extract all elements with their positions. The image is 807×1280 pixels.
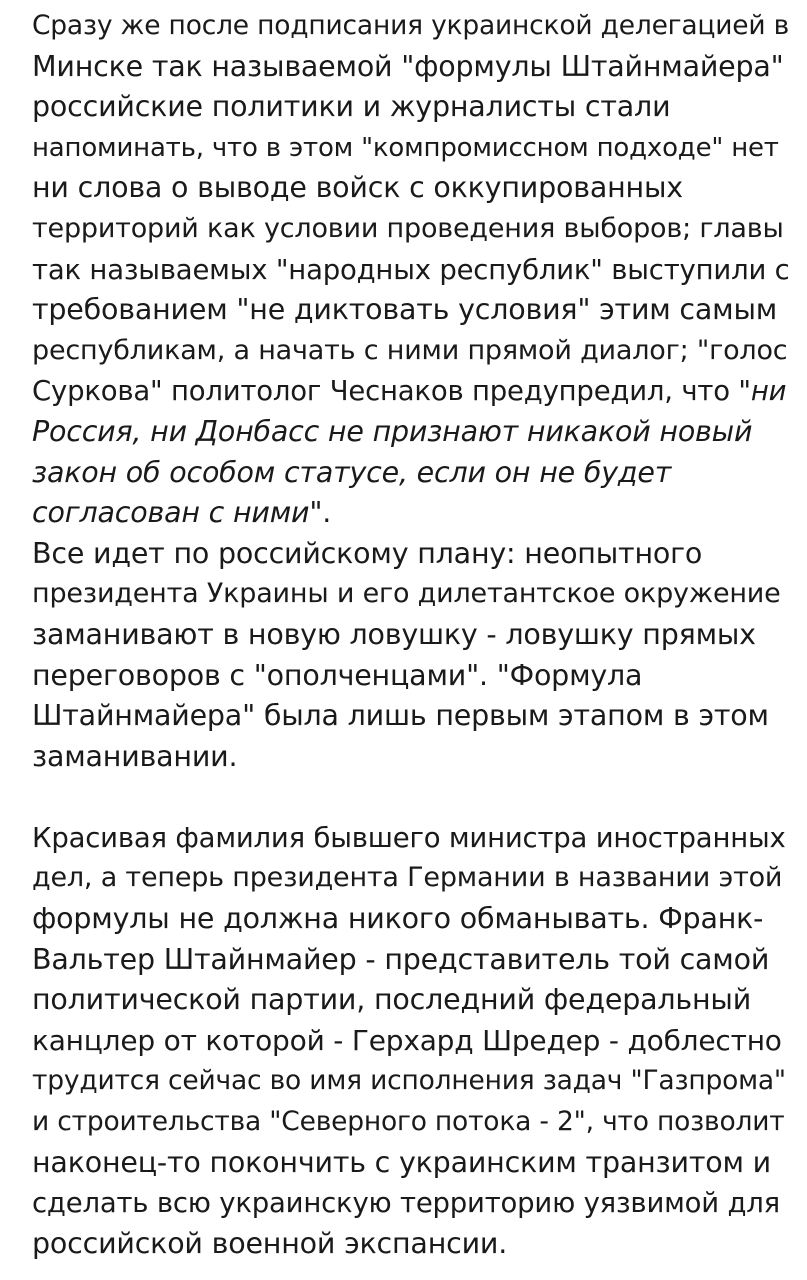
text-line: и строительства "Северного потока - 2", что позволит (32, 1106, 785, 1138)
text-line: политической партии, последний федеральный (32, 983, 752, 1017)
paragraph-1 (32, 0, 792, 534)
quote-line: Россия, ни Донбасс не признают никакой новый (32, 414, 753, 448)
text-line: президента Украины и его дилетантское окружение (32, 578, 781, 610)
text-line: ни слова о выводе войск с оккупированных (32, 171, 683, 205)
article-body (32, 0, 792, 1264)
text-line: требованием "не диктовать условия" этим самым (32, 293, 778, 327)
text-line: Штайнмайера" была лишь первым этапом в этом (32, 699, 769, 733)
text-line: территорий как условии проведения выборов; главы (32, 212, 784, 244)
text-line: сделать всю украинскую территорию уязвимой для (32, 1187, 781, 1220)
quote-line: закон об особом статусе, если он не будет (32, 455, 672, 489)
text-line: республикам, а начать с ними прямой диалог; "голос (32, 334, 788, 366)
text-line: наконец-то покончить с украинским транзитом и (32, 1145, 771, 1179)
text-line: российские политики и журналисты стали (32, 90, 671, 124)
quote-segment: согласован с ними" (32, 496, 323, 530)
quote-segment: "ни (738, 375, 787, 408)
text-line: формулы не должна никого обманывать. Франк- (32, 902, 764, 936)
text-line: заманивают в новую ловушку - ловушку прямых (32, 617, 756, 651)
text-line: дел, а теперь президента Германии в названии этой (32, 862, 783, 894)
text-segment: Суркова" политолог Чеснаков предупредил, что (32, 375, 739, 408)
paragraph-3 (32, 818, 792, 1265)
text-line: Минске так называемой "формулы Штайнмайера" (32, 49, 784, 83)
paragraph-2 (32, 534, 792, 778)
text-line: Красивая фамилия бывшего министра иностранных (32, 821, 786, 854)
paragraph-spacer (32, 777, 792, 818)
text-line: заманивании. (32, 739, 238, 773)
text-segment: . (322, 496, 332, 530)
text-line: напоминать, что в этом "компромиссном подходе" нет (32, 132, 779, 163)
text-line: так называемых "народных республик" выступили с (32, 253, 790, 286)
text-line: российской военной экспансии. (32, 1226, 508, 1260)
text-line: Сразу же после подписания украинской делегацией в (32, 10, 790, 41)
text-line: Все идет по российскому плану: неопытного (32, 536, 703, 570)
text-line (32, 493, 792, 534)
text-line (32, 371, 792, 412)
text-line: переговоров с "ополченцами". "Формула (32, 658, 643, 692)
text-line: трудится сейчас во имя исполнения задач "Газпрома" (32, 1065, 786, 1097)
text-line: канцлер от которой - Герхард Шредер - доблестно (32, 1023, 782, 1057)
text-line: Вальтер Штайнмайер - представитель той самой (32, 942, 770, 976)
